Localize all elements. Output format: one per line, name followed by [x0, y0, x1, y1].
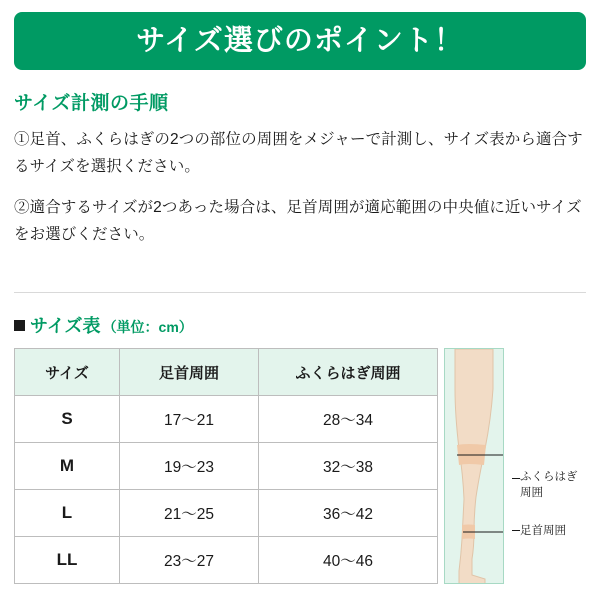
instruction-paragraph-2: ②適合するサイズが2つあった場合は、足首周囲が適応範囲の中央値に近いサイズをお選びください。	[14, 199, 582, 244]
section-divider	[14, 292, 586, 293]
table-header-row	[15, 349, 438, 396]
instruction-paragraph-1: ①足首、ふくらはぎの2つの部位の周囲をメジャーで計測し、サイズ表から適合するサイズを選択ください。	[14, 131, 583, 176]
size-table-heading	[14, 312, 193, 338]
size-table	[14, 348, 438, 584]
size-table-heading-label: サイズ表	[30, 316, 101, 336]
table-row	[15, 443, 438, 490]
calf-label	[520, 470, 600, 501]
table-row	[15, 396, 438, 443]
column-header-calf: ふくらはぎ周囲	[259, 349, 438, 396]
header-banner	[14, 12, 586, 70]
cell-calf: 32〜38	[259, 443, 438, 490]
cell-ankle: 23〜27	[120, 537, 259, 584]
table-row	[15, 490, 438, 537]
leg-illustration-icon	[445, 349, 504, 584]
page-title: サイズ選びのポイント！	[136, 24, 464, 57]
cell-calf: 40〜46	[259, 537, 438, 584]
cell-ankle: 19〜23	[120, 443, 259, 490]
column-header-size: サイズ	[15, 349, 120, 396]
cell-size: L	[15, 490, 120, 537]
table-row	[15, 537, 438, 584]
cell-calf: 28〜34	[259, 396, 438, 443]
cell-ankle: 21〜25	[120, 490, 259, 537]
cell-size: LL	[15, 537, 120, 584]
cell-calf: 36〜42	[259, 490, 438, 537]
cell-size: M	[15, 443, 120, 490]
illustration-labels	[512, 348, 600, 584]
calf-label-line1: ふくらはぎ	[520, 471, 578, 483]
instructions-block	[14, 126, 590, 263]
calf-label-line2: 周囲	[520, 486, 543, 499]
calf-leader-line	[512, 478, 520, 479]
square-bullet-icon	[14, 320, 25, 331]
ankle-leader-line	[512, 530, 520, 531]
section-heading: サイズ計測の手順	[14, 93, 169, 114]
ankle-label: 足首周囲	[520, 525, 566, 537]
cell-size: S	[15, 396, 120, 443]
column-header-ankle: 足首周囲	[120, 349, 259, 396]
cell-ankle: 17〜21	[120, 396, 259, 443]
size-table-unit-label: （単位：cm）	[102, 319, 193, 335]
leg-illustration-panel	[444, 348, 504, 584]
